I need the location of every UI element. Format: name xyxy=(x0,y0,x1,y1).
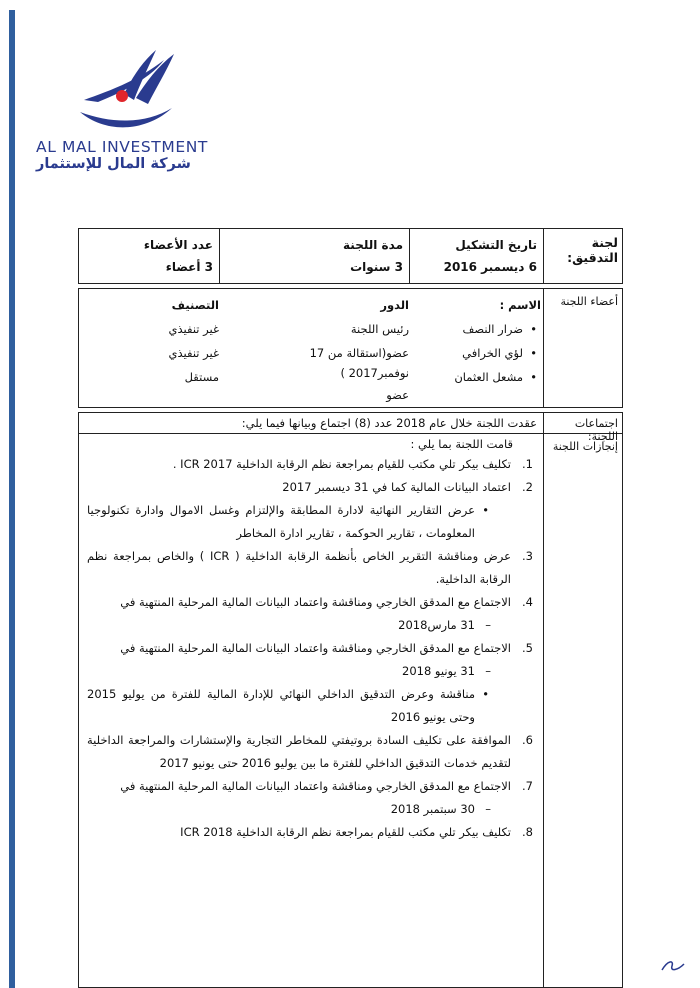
duration-value: 3 سنوات xyxy=(350,260,403,274)
header-row xyxy=(78,228,623,284)
list-sub-bullet: • مناقشة وعرض التدقيق الداخلي النهائي للإدارة المالية للفترة من يوليو 2015 وحتى يونيو 2016 xyxy=(87,683,533,729)
class-header: التصنيف xyxy=(171,298,219,312)
members-count-title: عدد الأعضاء xyxy=(143,238,213,252)
header-body xyxy=(79,229,544,283)
achievements-intro: قامت اللجنة بما يلي : xyxy=(410,437,513,451)
left-edge-bar xyxy=(9,10,15,988)
member-name: • مشعل العثمان xyxy=(407,365,541,389)
meetings-text: عقدت اللجنة خلال عام 2018 عدد (8) اجتماع وبيانها فيما يلي: xyxy=(79,413,544,433)
member-role: رئيس اللجنة xyxy=(350,322,409,336)
list-sub-bullet: • عرض التقارير النهائية لادارة المطابقة والإلتزام وغسل الاموال وادارة تكنولوجيا المعلومات ، تقارير الحوكمة ، تقارير ادارة المخاطر xyxy=(87,499,533,545)
member-class: مستقل xyxy=(184,370,219,384)
members-count-cell xyxy=(76,229,219,283)
list-item: 2. اعتماد البيانات المالية كما في 31 ديسمبر 2017 xyxy=(282,480,533,494)
role-header: الدور xyxy=(380,298,409,312)
formation-date-title: تاريخ التشكيل xyxy=(455,238,537,252)
formation-date-value: 6 ديسمبر 2016 xyxy=(443,260,537,274)
members-count-value: 3 أعضاء xyxy=(165,260,213,274)
member-name: • لؤي الخرافي xyxy=(407,341,541,365)
member-role: عضو xyxy=(386,388,409,402)
committee-label: لجنة التدقيق: xyxy=(567,235,618,265)
members-body xyxy=(79,289,544,407)
company-logo xyxy=(36,42,246,182)
logo-name-en: AL MAL INVESTMENT xyxy=(36,138,209,156)
list-item: 3. عرض ومناقشة التقرير الخاص بأنظمة الرقابة الداخلية ( ICR ) والخاص بمراجعة نظم الرقابة الداخلية. xyxy=(87,549,533,586)
names-column xyxy=(407,293,543,389)
achievements-row xyxy=(78,434,623,988)
member-name: • ضرار النصف xyxy=(407,317,541,341)
list-item: 7. الاجتماع مع المدقق الخارجي ومناقشة واعتماد البيانات المالية المرحلية المنتهية في xyxy=(120,779,533,793)
logo-mark-icon xyxy=(76,42,186,138)
formation-date-cell xyxy=(409,229,543,283)
list-item: 1. تكليف بيكر تلي مكتب للقيام بمراجعة نظم الرقابة الداخلية ICR 2017 . xyxy=(172,457,533,471)
member-role: عضو(استقالة من 17 نوفمبر2017 ) xyxy=(309,346,409,380)
duration-cell xyxy=(219,229,409,283)
name-header: الاسم : xyxy=(499,298,541,312)
list-item: 4. الاجتماع مع المدقق الخارجي ومناقشة واعتماد البيانات المالية المرحلية المنتهية في xyxy=(120,595,533,609)
achievements-body xyxy=(79,434,544,987)
meetings-row xyxy=(78,412,623,443)
member-class: غير تنفيذي xyxy=(168,322,219,336)
class-column xyxy=(79,293,219,389)
member-class: غير تنفيذي xyxy=(168,346,219,360)
list-item: 5. الاجتماع مع المدقق الخارجي ومناقشة واعتماد البيانات المالية المرحلية المنتهية في xyxy=(120,641,533,655)
list-sub-dash: – 31 يونيو 2018 xyxy=(87,660,533,683)
duration-title: مدة اللجنة xyxy=(343,238,403,252)
list-sub-dash: – 30 سبتمبر 2018 xyxy=(87,798,533,821)
signature-mark-icon xyxy=(660,958,686,974)
list-item: 6. الموافقة على تكليف السادة بروتيفتي للمخاطر التجارية والإستشارات والمراجعة الداخلية لتقديم خدمات التدقيق الداخلي للفترة ما بين يوليو 2016 حتى يونيو 2017 xyxy=(87,733,533,770)
meetings-label: اجتماعات اللجنة: xyxy=(574,417,618,443)
achievements-label: إنجازات اللجنة xyxy=(552,440,618,453)
members-row xyxy=(78,288,623,408)
roles-column xyxy=(219,293,409,407)
logo-name-ar: شركة المال للإستثمار xyxy=(36,156,191,172)
members-label: أعضاء اللجنة xyxy=(560,295,618,308)
list-sub-dash: – 31 مارس2018 xyxy=(87,614,533,637)
list-item: 8. تكليف بيكر تلي مكتب للقيام بمراجعة نظم الرقابة الداخلية ICR 2018 xyxy=(180,825,533,839)
